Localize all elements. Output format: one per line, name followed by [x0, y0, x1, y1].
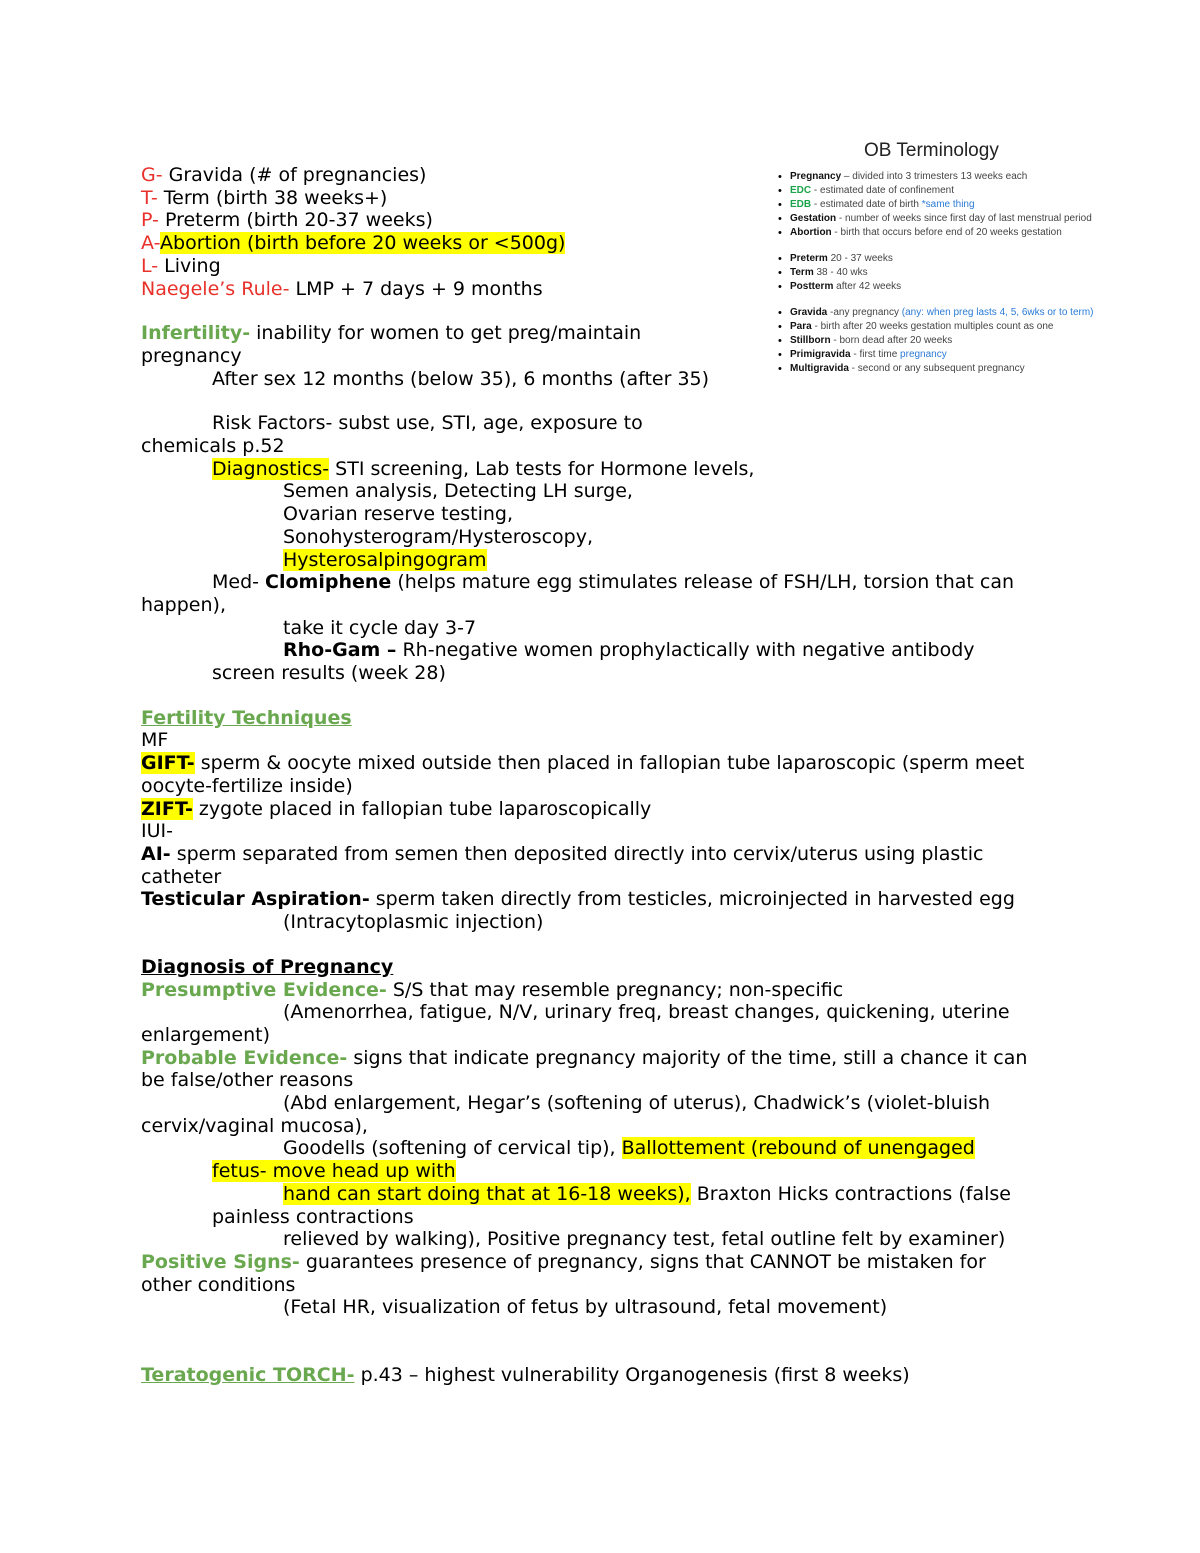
term-item: • Gravida -any pregnancy (any: when preg lasts 4, 5, 6wks or to term): [776, 306, 1116, 320]
fertility-line: catheter: [141, 865, 222, 888]
fertility-line: (Intracytoplasmic injection): [283, 911, 544, 934]
fertility-line: oocyte-fertilize inside): [141, 774, 353, 797]
probable-line: (Abd enlargement, Hegar’s (softening of uterus), Chadwick’s (violet-bluish: [283, 1092, 991, 1115]
probable-line: painless contractions: [212, 1205, 414, 1228]
probable-line: hand can start doing that at 16-18 weeks), Braxton Hicks contractions (false: [283, 1182, 1011, 1205]
diagnosis-heading: Diagnosis of Pregnancy: [141, 955, 394, 978]
presumptive-line: Presumptive Evidence- S/S that may resemble pregnancy; non-specific: [141, 978, 844, 1001]
presumptive-line: enlargement): [141, 1023, 270, 1046]
term-item: • EDC - estimated date of confinement: [776, 184, 1116, 198]
torch-line: Teratogenic TORCH- p.43 – highest vulnerability Organogenesis (first 8 weeks): [141, 1364, 910, 1387]
term-item: • Gestation - number of weeks since first day of last menstrual period: [776, 212, 1116, 226]
positive-line: (Fetal HR, visualization of fetus by ultrasound, fetal movement): [283, 1296, 888, 1319]
positive-line: other conditions: [141, 1273, 296, 1296]
probable-line: be false/other reasons: [141, 1069, 354, 1092]
medication: take it cycle day 3-7: [283, 616, 477, 639]
term-item: • Multigravida - second or any subsequent pregnancy: [776, 362, 1116, 376]
fertility-line: ZIFT- zygote placed in fallopian tube laparoscopically: [141, 797, 652, 820]
ob-terminology-title: OB Terminology: [864, 140, 999, 161]
gtpal-line: T- Term (birth 38 weeks+): [141, 186, 388, 209]
term-item: • Postterm after 42 weeks: [776, 280, 1116, 294]
term-item: • EDB - estimated date of birth *same thing: [776, 198, 1116, 212]
infertility-line: pregnancy: [141, 344, 242, 367]
probable-line: cervix/vaginal mucosa),: [141, 1114, 368, 1137]
fertility-line: AI- sperm separated from semen then deposited directly into cervix/uterus using plastic: [141, 842, 984, 865]
fertility-heading: Fertility Techniques: [141, 706, 352, 729]
gtpal-line: A-Abortion (birth before 20 weeks or <500g): [141, 232, 566, 255]
term-item: • Para - birth after 20 weeks gestation multiples count as one: [776, 320, 1116, 334]
diagnostics: Hysterosalpingogram: [283, 548, 487, 571]
diagnostics: Semen analysis, Detecting LH surge,: [283, 480, 633, 503]
fertility-line: Testicular Aspiration- sperm taken directly from testicles, microinjected in harvested egg: [141, 888, 1015, 911]
gtpal-line: P- Preterm (birth 20-37 weeks): [141, 209, 433, 232]
gtpal-line: G- Gravida (# of pregnancies): [141, 164, 427, 186]
medication: Med- Clomiphene (helps mature egg stimulates release of FSH/LH, torsion that can: [212, 571, 1015, 594]
medication: happen),: [141, 593, 226, 616]
infertility-line: Infertility- inability for women to get preg/maintain: [141, 322, 642, 345]
diagnostics: Diagnostics- STI screening, Lab tests for Hormone levels,: [212, 457, 755, 480]
diagnostics: Ovarian reserve testing,: [283, 503, 514, 526]
probable-line: relieved by walking), Positive pregnancy test, fetal outline felt by examiner): [283, 1228, 1006, 1251]
rhogam: screen results (week 28): [212, 662, 446, 685]
presumptive-line: (Amenorrhea, fatigue, N/V, urinary freq, breast changes, quickening, uterine: [283, 1001, 1010, 1024]
fertility-line: MF: [141, 729, 169, 752]
probable-line: fetus- move head up with: [212, 1160, 456, 1183]
term-item: • Preterm 20 - 37 weeks: [776, 252, 1116, 266]
fertility-line: IUI-: [141, 820, 173, 843]
risk-factors: chemicals p.52: [141, 435, 285, 458]
rhogam: Rho-Gam – Rh-negative women prophylactically with negative antibody: [283, 639, 975, 662]
naegele-rule: Naegele’s Rule- LMP + 7 days + 9 months: [141, 277, 543, 300]
term-item: • Stillborn - born dead after 20 weeks: [776, 334, 1116, 348]
probable-line: Goodells (softening of cervical tip), Ballottement (rebound of unengaged: [283, 1137, 975, 1160]
term-item: • Abortion - birth that occurs before end of 20 weeks gestation: [776, 226, 1116, 240]
term-item: • Term 38 - 40 wks: [776, 266, 1116, 280]
diagnostics: Sonohysterogram/Hysteroscopy,: [283, 525, 594, 548]
term-item: • Primigravida - first time pregnancy: [776, 348, 1116, 362]
probable-line: Probable Evidence- signs that indicate pregnancy majority of the time, still a chance it can: [141, 1046, 1028, 1069]
risk-factors: Risk Factors- subst use, STI, age, exposure to: [212, 412, 643, 435]
fertility-line: GIFT- sperm & oocyte mixed outside then placed in fallopian tube laparoscopic (sperm meet: [141, 752, 1025, 775]
gtpal-line: L- Living: [141, 254, 221, 277]
positive-line: Positive Signs- guarantees presence of pregnancy, signs that CANNOT be mistaken for: [141, 1250, 986, 1273]
document-body: [141, 164, 1071, 1387]
infertility-line: After sex 12 months (below 35), 6 months (after 35): [212, 367, 710, 390]
term-item: • Pregnancy – divided into 3 trimesters 13 weeks each: [776, 170, 1116, 184]
